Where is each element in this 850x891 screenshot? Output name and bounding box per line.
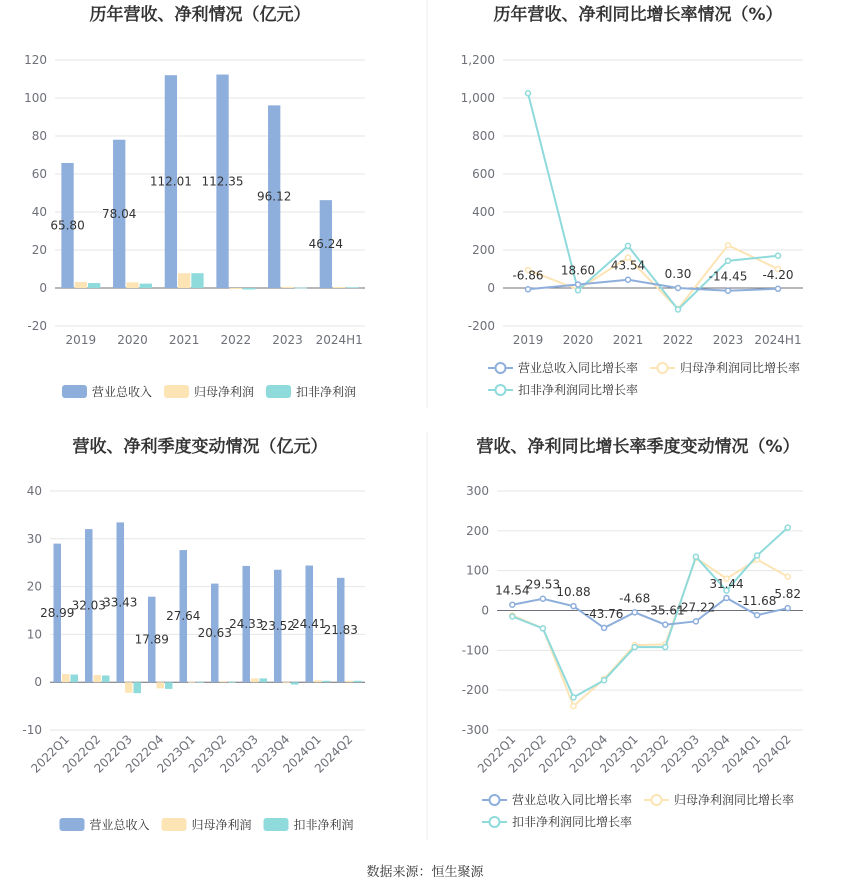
bar-data-label: 21.83 [323,623,358,638]
line-data-label: 31.44 [709,576,744,591]
y-tick-label: -300 [461,723,489,737]
bar-data-label: 65.80 [50,218,85,233]
y-tick-label: 800 [472,129,495,143]
bar [62,674,70,682]
legend-marker [658,363,668,373]
line-point [571,604,576,609]
legend-label: 归母净利润同比增长率 [674,793,795,807]
x-tick-label: 2020 [562,333,594,347]
bar [140,284,152,288]
y-tick-label: -200 [461,683,489,698]
line-point [576,288,581,293]
y-tick-label: 400 [472,205,495,219]
bar [197,682,205,683]
line-point [663,622,668,627]
y-tick-label: 0 [39,281,47,295]
legend-label: 归母净利润同比增长率 [680,361,801,375]
x-tick-label: 2023 [272,333,303,347]
quarterly-revenue-profit-chart [22,436,365,832]
y-tick-label: -100 [461,643,489,658]
line-point [663,645,668,650]
line-point [602,678,607,683]
chart-title: 营收、净利季度变动情况（亿元） [72,437,328,457]
legend-label: 扣非净利润 [296,385,357,399]
y-tick-label: 300 [466,484,489,498]
x-tick-label: 2022Q2 [505,732,550,776]
y-tick-label: 30 [26,531,42,546]
x-tick-label: 2023Q4 [248,732,293,776]
line-point [724,595,729,600]
line-data-label: 29.53 [525,577,561,592]
line-point [726,258,731,263]
x-tick-label: 2020 [117,333,148,347]
bar-data-label: 33.43 [103,595,138,610]
bar [88,283,100,288]
y-tick-label: 200 [472,243,495,257]
bar [314,680,322,682]
bar [333,287,345,288]
x-tick-label: 2024Q1 [280,732,324,776]
line-point [785,574,790,579]
line-data-label: -27.22 [676,600,716,615]
annual-growth-rate-chart [461,4,803,397]
legend-swatch [164,385,189,398]
line-point [693,619,698,624]
bar [220,681,228,682]
line-data-label: 43.54 [610,258,646,273]
y-tick-label: 0 [481,603,489,618]
line-point [632,645,637,650]
bar [291,682,299,684]
y-tick-label: -200 [467,319,495,333]
bar [178,273,190,288]
line-data-label: 18.60 [560,263,596,278]
legend-marker [652,795,662,805]
y-tick-label: 1,000 [460,91,495,105]
bar-data-label: 32.03 [71,598,106,613]
y-tick-label: 120 [24,53,47,67]
x-tick-label: 2023Q3 [658,732,703,776]
chart-title: 营收、净利同比增长率季度变动情况（%） [476,437,800,457]
bar [191,273,203,288]
x-tick-label: 2022Q4 [122,732,167,776]
legend-label: 扣非净利润同比增长率 [512,815,633,829]
x-tick-label: 2023Q3 [217,732,261,776]
x-tick-label: 2024Q2 [311,732,356,776]
line-point [540,626,545,631]
bar [230,288,242,289]
x-tick-label: 2023Q2 [627,732,672,776]
x-tick-label: 2022Q1 [474,732,519,776]
bar [75,282,87,288]
x-tick-label: 2022Q3 [536,732,580,776]
x-tick-label: 2019 [65,333,97,347]
line-point [602,625,607,630]
legend-marker [496,385,506,395]
x-tick-label: 2021 [612,333,644,347]
y-tick-label: 40 [26,484,42,498]
line-point [540,596,545,601]
y-tick-label: 100 [466,563,489,578]
legend-label: 营业总收入 [89,818,150,832]
line-point [755,613,760,618]
legend-swatch [162,818,187,831]
bar [354,681,362,682]
legend-label: 营业总收入同比增长率 [518,361,639,375]
legend-label: 归母净利润 [191,818,252,832]
bar [295,288,307,289]
y-tick-label: 1,200 [460,53,495,67]
bar-data-label: 17.89 [134,632,169,647]
line-data-label: -35.61 [645,603,685,618]
legend-swatch [266,385,291,398]
x-tick-label: 2023Q4 [689,732,733,776]
line-point [676,285,681,290]
line-point [776,253,781,258]
y-tick-label: 100 [24,91,47,105]
bar-data-label: 28.99 [40,605,75,620]
x-tick-label: 2022Q2 [59,732,104,776]
x-tick-label: 2024Q1 [719,732,764,776]
x-tick-label: 2023Q1 [154,732,198,776]
bar-data-label: 24.33 [229,617,264,632]
legend-label: 营业总收入 [92,385,153,399]
bar [260,678,268,682]
line-point [785,525,790,530]
bar-data-label: 112.35 [201,174,244,189]
bar [323,681,331,682]
line-point [626,277,631,282]
line-data-label: 5.82 [774,587,802,602]
x-tick-label: 2024H1 [315,333,363,347]
x-tick-label: 2022 [662,333,694,347]
legend-swatch [62,385,87,398]
bar [251,678,259,682]
legend-swatch [60,818,85,831]
bar [157,682,165,688]
quarterly-growth-rate-chart [462,436,803,829]
line-data-label: -11.68 [737,594,777,609]
line-data-label: 14.54 [495,583,530,598]
line-data-label: -4.68 [619,591,651,606]
line-point [632,610,637,615]
chart-title: 历年营收、净利情况（亿元） [89,5,311,25]
bar-data-label: 27.64 [166,609,201,624]
bar [94,675,102,682]
line-data-label: -4.20 [762,267,794,282]
x-tick-label: 2023Q2 [185,732,230,776]
line-point [576,282,581,287]
bar [228,682,236,683]
y-tick-label: 20 [31,243,47,257]
legend-label: 营业总收入同比增长率 [512,793,633,807]
y-tick-label: -20 [27,319,47,333]
bar-data-label: 78.04 [102,206,137,221]
line-point [776,286,781,291]
line-point [755,553,760,558]
bar-data-label: 23.52 [260,618,295,633]
bar [71,675,79,683]
x-tick-label: 2021 [168,333,200,347]
y-tick-label: 600 [472,167,495,181]
line-data-label: -43.76 [584,606,624,621]
bar-data-label: 96.12 [257,189,292,204]
x-tick-label: 2022Q3 [91,732,135,776]
bar [243,288,255,290]
line-point [626,243,631,248]
y-tick-label: 0 [487,281,495,295]
y-tick-label: -10 [22,723,42,737]
annual-revenue-profit-chart [24,4,365,399]
bar [281,287,293,288]
line-data-label: 10.88 [556,585,591,600]
x-tick-label: 2022 [220,333,252,347]
legend-swatch [264,818,289,831]
line-point [676,307,681,312]
bar [102,676,110,683]
line-point [571,704,576,709]
legend-marker [490,795,500,805]
x-tick-label: 2024Q2 [750,732,794,776]
x-tick-label: 2022Q4 [566,732,611,776]
bar-data-label: 24.41 [292,616,327,631]
line-point [726,243,731,248]
bar-data-label: 112.01 [149,174,192,189]
bar [125,682,133,693]
line-point [526,287,531,292]
legend-label: 归母净利润 [194,385,255,399]
x-tick-label: 2022Q1 [28,732,72,776]
y-tick-label: 20 [26,579,42,594]
line-data-label: -6.86 [512,268,544,283]
legend-label: 扣非净利润 [293,818,354,832]
chart-title: 历年营收、净利同比增长率情况（%） [493,5,783,25]
line-point [693,554,698,559]
bar [134,682,142,693]
line-point [510,614,515,619]
legend-marker [496,363,506,373]
bar [283,682,291,683]
line-point [726,288,731,293]
y-tick-label: 80 [31,129,47,143]
bar-data-label: 20.63 [197,625,232,640]
bar [346,287,358,288]
line-data-label: 0.30 [664,266,692,281]
line-data-label: -14.45 [708,269,748,284]
y-tick-label: 10 [26,627,42,642]
line-point [526,91,531,96]
y-tick-label: 200 [466,523,489,538]
legend-marker [490,817,500,827]
x-tick-label: 2023 [712,333,744,347]
y-tick-label: 60 [31,167,47,181]
x-tick-label: 2023Q1 [597,732,641,776]
y-tick-label: 40 [31,205,47,219]
bar [188,682,196,683]
x-tick-label: 2019 [512,333,544,347]
bar [126,282,138,288]
bar-data-label: 46.24 [308,237,344,252]
bar [165,682,173,689]
bar [346,681,354,682]
x-tick-label: 2024H1 [754,333,802,347]
legend-label: 扣非净利润同比增长率 [518,383,639,397]
data-source: 数据来源：恒生聚源 [366,865,484,880]
line-point [510,602,515,607]
line-point [571,695,576,700]
line-point [785,606,790,611]
y-tick-label: 0 [34,675,42,690]
